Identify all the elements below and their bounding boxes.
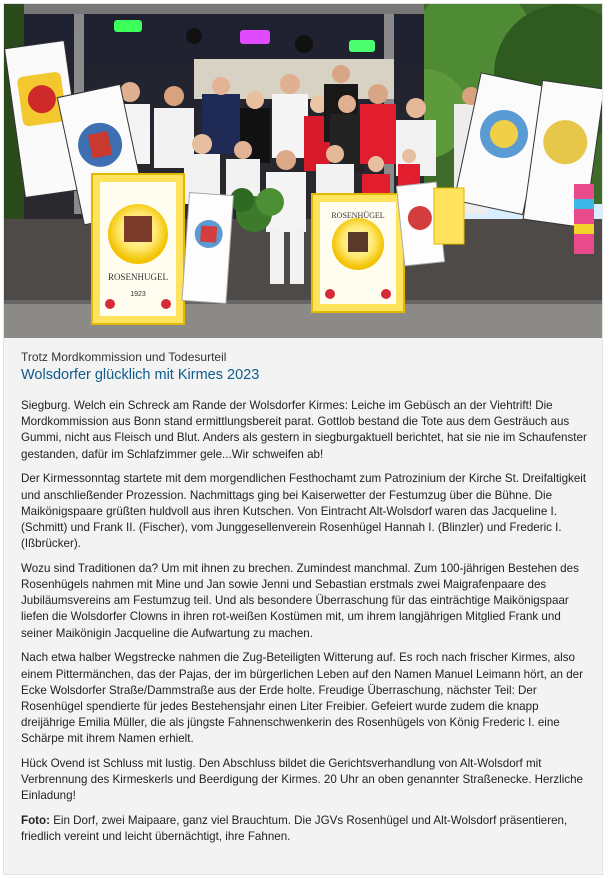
flag-text-right: ROSENHÜGEL <box>331 211 385 220</box>
flag-text-left: ROSENHUGEL <box>108 272 168 282</box>
article-kicker: Trotz Mordkommission und Todesurteil <box>21 350 227 364</box>
article-photo <box>4 4 602 338</box>
article-paragraph: Der Kirmessonntag startete mit dem morgendlichen Festhochamt zum Patrozinium der Kirche St. Dreifaltigkeit und anschließender Prozession. Nachmittags ging bei Kaiserwetter der Festumzug über die Bühne. Die Maikönigspaare grüßten huldvoll aus ihren Kutschen. Von Eintracht Alt-Wolsdorf waren das Jacqueline I. (Schmitt) und Frank II. (Fischer), vom Junggesellenverein Rosenhügel Hannah I. (Blinzler) und Frederic I. (Ißbrücker). <box>21 472 587 551</box>
flag-year-left: 1923 <box>130 291 146 298</box>
article-card <box>3 3 603 875</box>
photo-caption-label: Foto: <box>21 814 50 828</box>
photo-caption-text: Ein Dorf, zwei Maipaare, ganz viel Brauchtum. Die JGVs Rosenhügel und Alt-Wolsdorf präsentieren, friedlich vereint und leicht übernächtigt, ihre Fahnen. <box>21 814 568 844</box>
article-paragraph: Nach etwa halber Wegstrecke nahmen die Zug-Beteiligten Witterung auf. Es roch nach frischer Kirmes, also einem Pittermänchen, das der Pajas, der im bürgerlichen Leben auf den Namen Manuel Leimann hört, an der Ecke Wolsdorfer Straße/Dammstraße aus der Erde holte. Freudige Überraschung, nächster Teil: Der Rosenhügel spendierte für jedes Bestehensjahr einen Liter Freibier. Gefeiert wurde zudem die knapp dreijährige Emilia Müller, die als jüngste Fahnenschwenkerin des Rosenhügels von König Frederic I. eine Schärpe mit ihrem Namen erhielt. <box>21 651 583 746</box>
article-body <box>21 350 589 854</box>
photo-caption <box>21 813 589 845</box>
article-paragraph: Hück Ovend ist Schluss mit lustig. Den Abschluss bildet die Gerichtsverhandlung von Alt-Wolsdorf mit Verbrennung des Kirmeskerls und Beerdigung der Kirmes. 20 Uhr an oben genannter Straßenecke. Herzliche Einladung! <box>21 757 583 803</box>
article-headline: Wolsdorfer glücklich mit Kirmes 2023 <box>21 367 260 383</box>
article-paragraph: Siegburg. Welch ein Schreck am Rande der Wolsdorfer Kirmes: Leiche im Gebüsch an der Viehtrift! Die Mordkommission aus Bonn stand ermittlungsbereit parat. Gottlob bestand die Tote aus dem Gesträuch aus Gummi, nicht aus Fleisch und Blut. Anders als gestern in siegburgaktuell berichtet, hat sie nie im Schaufenster gestanden, dafür im Schlafzimmer gele...Wir schweifen ab! <box>21 399 587 461</box>
article-paragraph: Wozu sind Traditionen da? Um mit ihnen zu brechen. Zumindest manchmal. Zum 100-jährigen Bestehen des Rosenhügels nahmen mit Mine und Jan sowie Jenni und Sebastian erstmals zwei Maigrafenpaare des Jubiläumsvereins am Festumzug teil. Und als besondere Überraschung für das einträchtige Maikönigspaar liefen die Wolsdorfer Clowns in ihren rot-weißen Kostümen mit, um ihrem langjährigen Mitglied Frank und seiner Maikönigin Jacqueline die Aufwartung zu machen. <box>21 561 579 640</box>
